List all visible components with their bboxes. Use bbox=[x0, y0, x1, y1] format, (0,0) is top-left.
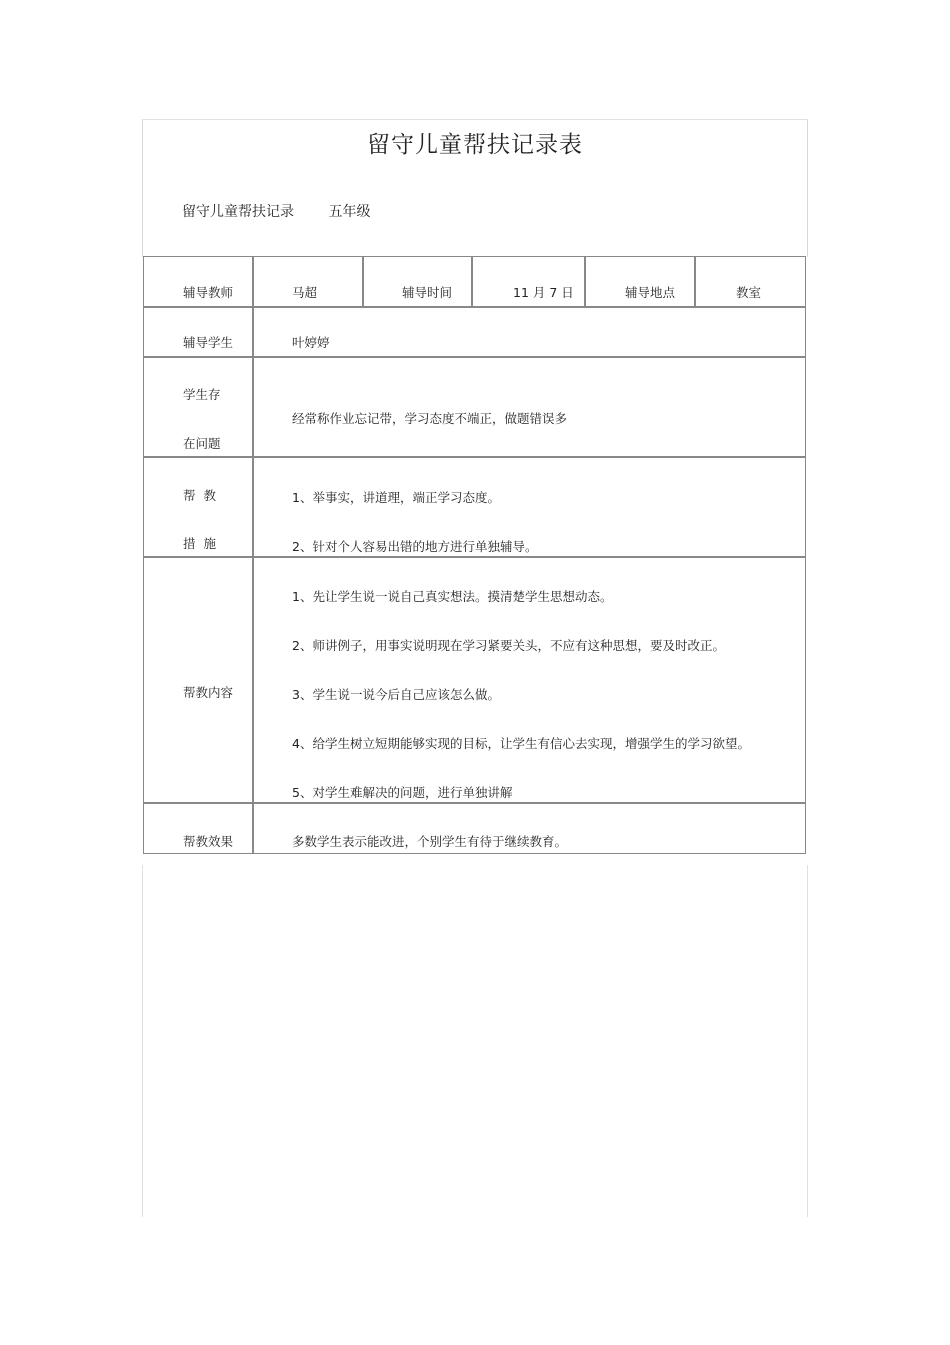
student-name: 叶婷婷 bbox=[292, 335, 330, 350]
cell-measures-text bbox=[253, 457, 806, 557]
place-value: 教室 bbox=[736, 285, 762, 300]
cell-content-text bbox=[253, 557, 806, 803]
time-label: 辅导时间 bbox=[402, 285, 453, 300]
form-frame-bottom bbox=[142, 865, 808, 1217]
content-item: 3、学生说一说今后自己应该怎么做。 bbox=[292, 687, 500, 702]
form-subtitle bbox=[182, 201, 400, 221]
measure-item: 2、针对个人容易出错的地方进行单独辅导。 bbox=[292, 539, 538, 554]
cell-student-label bbox=[143, 307, 253, 357]
measure-item: 1、举事实，讲道理，端正学习态度。 bbox=[292, 490, 500, 505]
cell-teacher-label bbox=[143, 256, 253, 307]
content-item: 2、师讲例子，用事实说明现在学习紧要关头，不应有这种思想，要及时改正。 bbox=[292, 638, 725, 653]
subtitle-label: 留守儿童帮扶记录 bbox=[182, 204, 294, 220]
measures-label-line1: 帮 教 bbox=[183, 488, 216, 503]
cell-measures-label bbox=[143, 457, 253, 557]
cell-effect-text bbox=[253, 803, 806, 854]
cell-problem-label bbox=[143, 357, 253, 457]
cell-problem-text bbox=[253, 357, 806, 457]
student-label: 辅导学生 bbox=[183, 335, 234, 350]
content-label: 帮教内容 bbox=[183, 685, 234, 700]
cell-content-label bbox=[143, 557, 253, 803]
time-value: 11 月 7 日 bbox=[513, 285, 574, 300]
place-label: 辅导地点 bbox=[625, 285, 676, 300]
measures-label-line2: 措 施 bbox=[183, 536, 216, 551]
effect-text: 多数学生表示能改进，个别学生有待于继续教育。 bbox=[292, 834, 568, 849]
cell-time-label bbox=[363, 256, 472, 307]
cell-student-name bbox=[253, 307, 806, 357]
effect-label: 帮教效果 bbox=[183, 834, 234, 849]
page-title: 留守儿童帮扶记录表 bbox=[367, 132, 583, 158]
cell-teacher-name bbox=[253, 256, 363, 307]
problem-text: 经常称作业忘记带，学习态度不端正，做题错误多 bbox=[292, 411, 568, 426]
grade-label: 五年级 bbox=[328, 204, 371, 220]
cell-place-label bbox=[585, 256, 695, 307]
teacher-label: 辅导教师 bbox=[183, 285, 234, 300]
cell-place-value bbox=[695, 256, 806, 307]
content-item: 4、给学生树立短期能够实现的目标，让学生有信心去实现，增强学生的学习欲望。 bbox=[292, 736, 750, 751]
cell-effect-label bbox=[143, 803, 253, 854]
problem-label-line2: 在问题 bbox=[183, 436, 221, 451]
teacher-name: 马超 bbox=[292, 285, 318, 300]
content-item: 1、先让学生说一说自己真实想法。摸清楚学生思想动态。 bbox=[292, 589, 613, 604]
cell-time-value bbox=[472, 256, 585, 307]
content-item: 5、对学生难解决的问题，进行单独讲解 bbox=[292, 785, 513, 800]
problem-label-line1: 学生存 bbox=[183, 387, 221, 402]
